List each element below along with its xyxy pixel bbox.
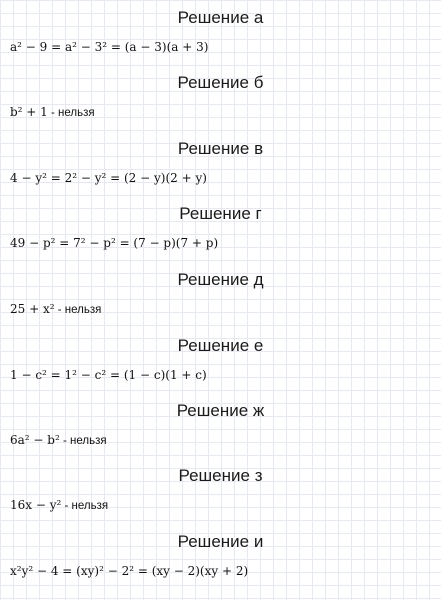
solution-line [10, 301, 101, 318]
solution-formula: a² − 9 = a² − 3² = (a − 3)(a + 3) [10, 40, 209, 54]
solution-heading: Решение ж [176, 401, 265, 420]
solution-heading: Решение и [177, 532, 264, 551]
solution-formula: x²y² − 4 = (xy)² − 2² = (xy − 2)(xy + 2) [10, 564, 249, 578]
solution-note: - нельзя [61, 500, 109, 512]
solution-line [10, 235, 218, 252]
solution-note: - нельзя [54, 304, 102, 316]
solution-heading: Решение а [177, 8, 264, 27]
solution-formula: 4 − y² = 2² − y² = (2 − y)(2 + y) [10, 171, 207, 185]
solution-heading: Решение в [177, 139, 264, 158]
solution-heading: Решение д [177, 270, 264, 289]
solution-line [10, 39, 208, 56]
solution-heading: Решение е [177, 336, 264, 355]
solution-formula: 16x − y² [10, 498, 62, 512]
solution-formula: 6a² − b² [10, 433, 60, 447]
solution-formula: 1 − c² = 1² − c² = (1 − c)(1 + c) [10, 368, 207, 382]
solution-line [10, 104, 95, 121]
solution-heading: Решение б [177, 73, 264, 92]
solution-line [10, 367, 207, 384]
solution-note: - нельзя [59, 435, 107, 447]
solution-formula: b² + 1 [10, 105, 48, 119]
solution-note: - нельзя [47, 107, 95, 119]
solution-formula: 25 + x² [10, 302, 55, 316]
solution-line [10, 563, 248, 580]
solution-formula: 49 − p² = 7² − p² = (7 − p)(7 + p) [10, 236, 219, 250]
solution-heading: Решение г [179, 204, 262, 223]
solution-line [10, 432, 107, 449]
solution-heading: Решение з [178, 466, 263, 485]
solution-line [10, 170, 207, 187]
solution-line [10, 497, 108, 514]
